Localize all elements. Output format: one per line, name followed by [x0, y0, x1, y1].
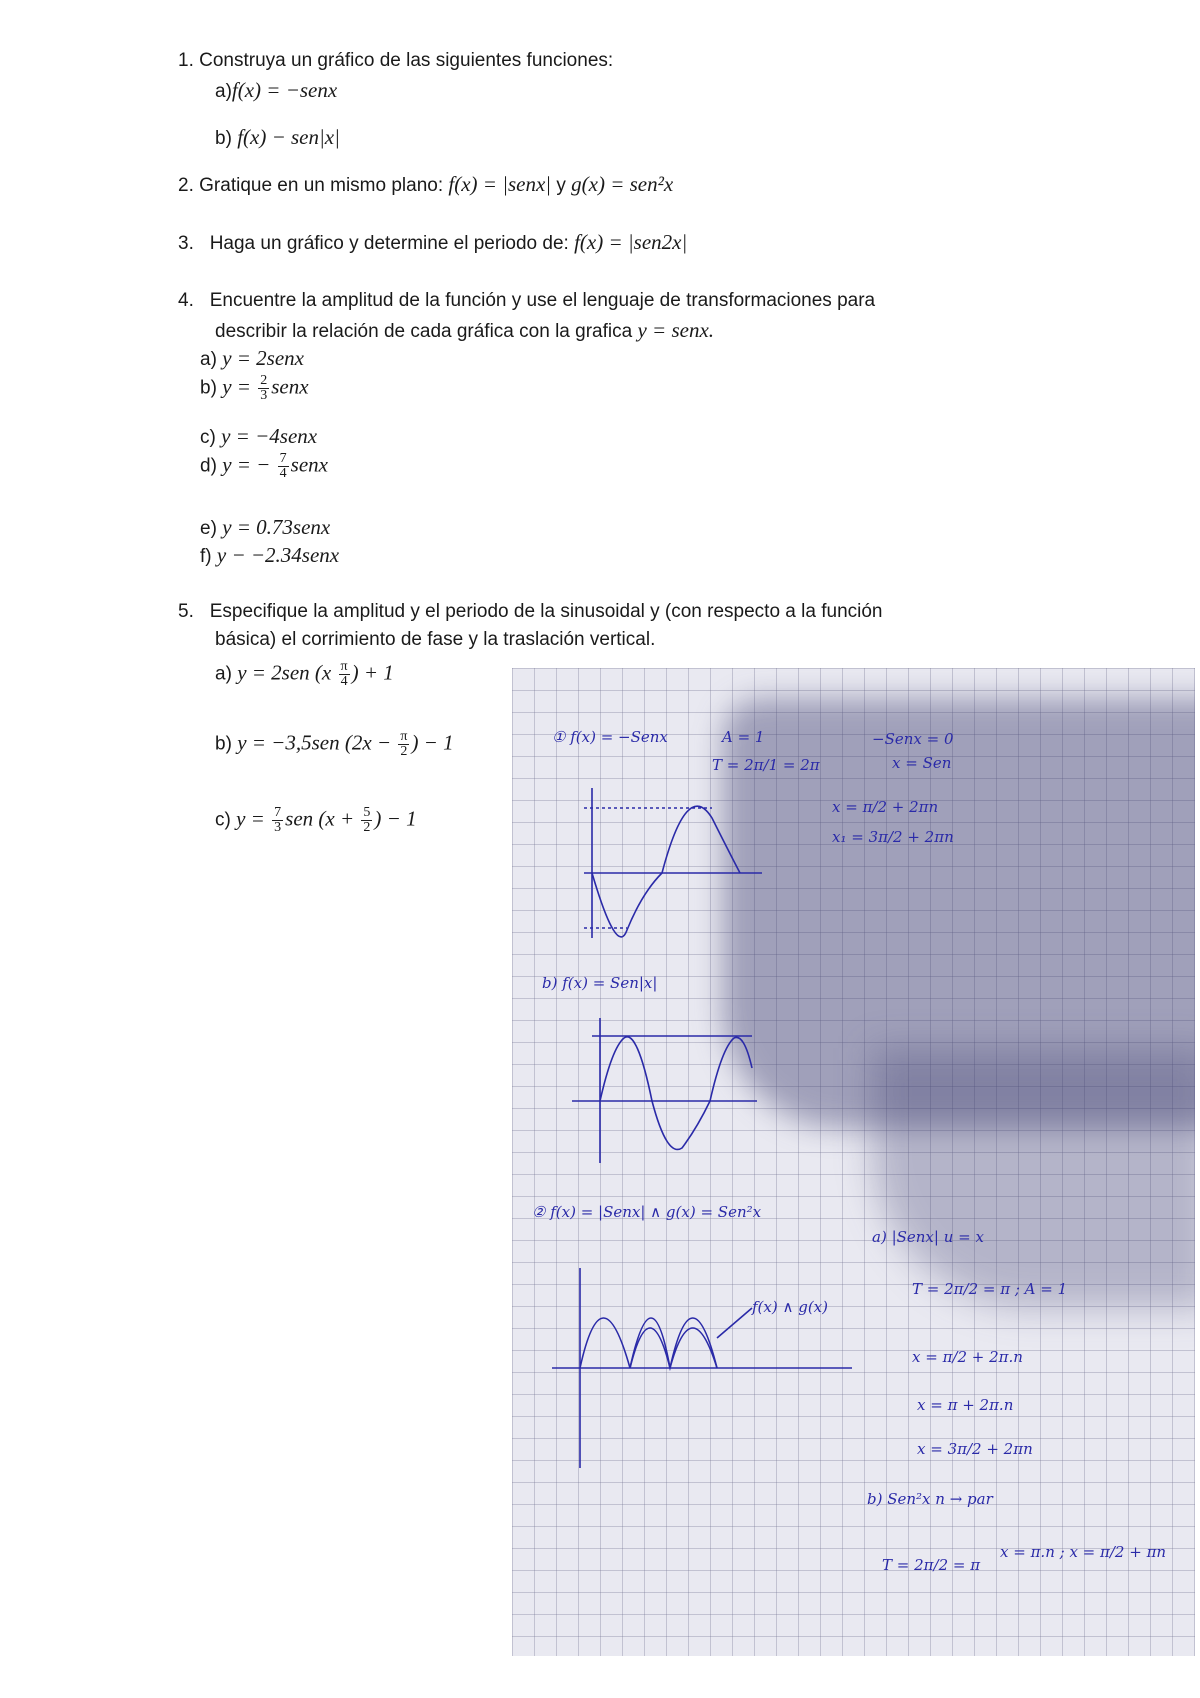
note-2b-period: T = 2π/2 = π — [882, 1556, 981, 1574]
question-1a: a)f(x) = −senx — [215, 78, 338, 102]
question-number: 1. — [178, 50, 194, 71]
question-1b: b) f(x) − sen|x| — [215, 125, 340, 149]
question-5b: b) y = −3,5sen (2x − $\frac{\pi}{2}$ ) − 1 — [215, 729, 454, 759]
note-2a-x3: x = 3π/2 + 2πn — [917, 1440, 1033, 1458]
question-4: 4. Encuentre la amplitud de la función y use el lenguaje de transformaciones para — [178, 290, 876, 311]
question-text: Construya un gráfico de las siguientes funciones: — [199, 50, 614, 71]
note-2-title: ② f(x) = |Senx| ∧ g(x) = Sen²x — [532, 1203, 762, 1221]
note-1b-title: b) f(x) = Sen|x| — [542, 974, 658, 992]
graph1b-curve — [600, 1037, 752, 1150]
notebook-photo — [512, 668, 1195, 1656]
note-1-period: T = 2π/1 = 2π — [712, 756, 820, 774]
question-4e: e) y = 0.73senx — [200, 515, 331, 539]
question-3: 3. Haga un gráfico y determine el periodo de: f(x) = |sen2x| — [178, 230, 688, 254]
note-1-amplitude: A = 1 — [722, 728, 765, 746]
note-2a-x1: x = π/2 + 2π.n — [912, 1348, 1023, 1366]
note-1-eq2: x = Sen — [892, 754, 952, 772]
question-4f: f) y − −2.34senx — [200, 543, 340, 567]
note-2a-period: T = 2π/2 = π ; A = 1 — [912, 1280, 1068, 1298]
graph2-curve-f — [580, 1318, 717, 1368]
question-4b: b) y = $\frac{2}{3}$ senx — [200, 373, 309, 403]
note-2a: a) |Senx| u = x — [872, 1228, 984, 1246]
note-2b-x: x = π.n ; x = π/2 + πn — [1000, 1543, 1167, 1561]
question-4d: d) y = − $\frac{7}{4}$ senx — [200, 451, 328, 481]
note-1-eq1: −Senx = 0 — [872, 730, 954, 748]
question-4a: a) y = 2senx — [200, 346, 304, 370]
question-5: 5. Especifique la amplitud y el periodo de la sinusoidal y (con respecto a la función — [178, 601, 883, 622]
note-1-title: ① f(x) = −Senx — [552, 728, 668, 746]
graph1-curve — [592, 806, 740, 937]
question-5a: a) y = 2sen (x $\frac{\pi}{4}$ ) + 1 — [215, 659, 394, 689]
note-2a-x2: x = π + 2π.n — [917, 1396, 1014, 1414]
graph2-curve-g — [630, 1328, 717, 1368]
question-1 — [178, 48, 613, 74]
question-5-line2: básica) el corrimiento de fase y la traslación vertical. — [215, 629, 656, 650]
question-2: 2. Gratique en un mismo plano: f(x) = |senx| y g(x) = sen²x — [178, 172, 674, 196]
note-2-label: f(x) ∧ g(x) — [752, 1298, 828, 1316]
question-5c: c) y = $\frac{7}{3}$ sen (x + $\frac{5}{2}$ ) − 1 — [215, 805, 417, 835]
question-4-line2: describir la relación de cada gráfica con la grafica y = senx. — [215, 318, 715, 342]
handwritten-graphs — [512, 668, 1195, 1656]
note-1-x2: x₁ = 3π/2 + 2πn — [832, 828, 954, 846]
note-2b: b) Sen²x n → par — [867, 1490, 993, 1508]
note-1-x1: x = π/2 + 2πn — [832, 798, 939, 816]
question-4c: c) y = −4senx — [200, 424, 318, 448]
